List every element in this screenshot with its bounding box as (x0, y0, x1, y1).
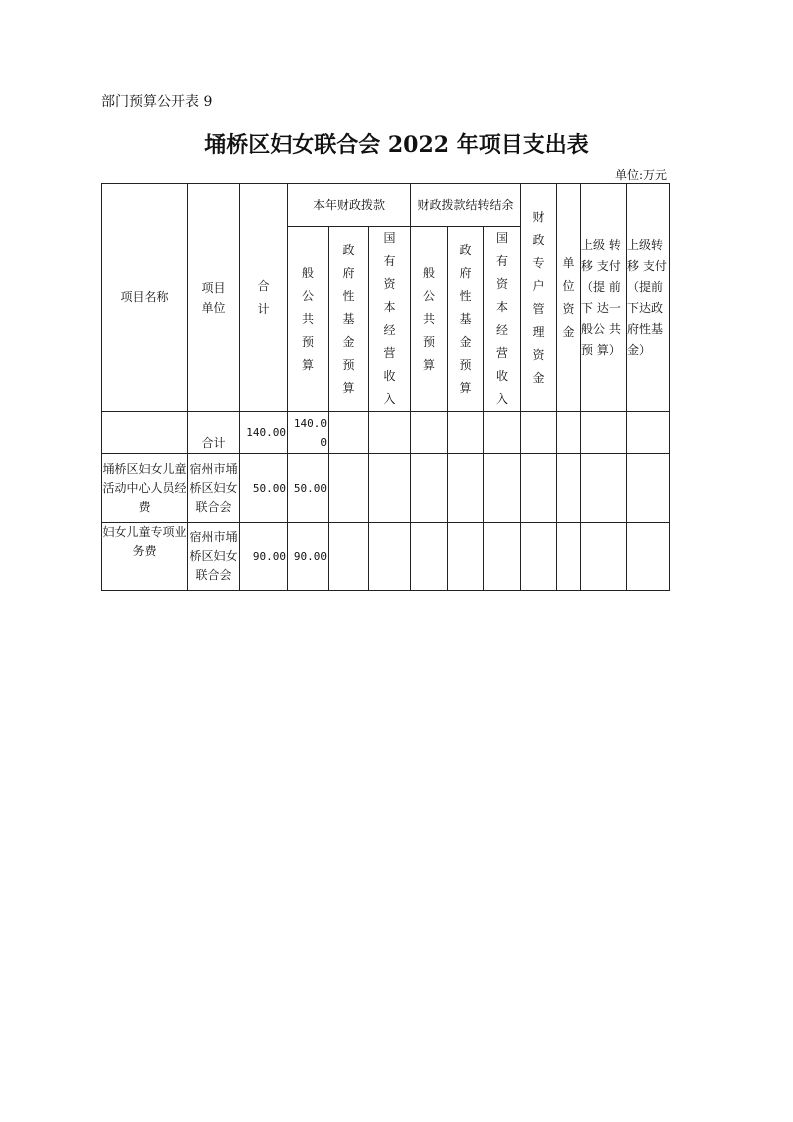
header-transfer-gov-fund: 上级转 移 支付 （提前 下达政 府性基 金） (627, 184, 670, 412)
header-transfer-general: 上级 转 移 支付 （提 前 下 达一 般公 共 预 算） (581, 184, 627, 412)
document-label: 部门预算公开表 9 (101, 94, 213, 110)
row-name (102, 412, 188, 454)
row-name: 埇桥区妇女儿童活动中心人员经费 (102, 454, 188, 523)
header-project-unit: 项目单位 (188, 184, 240, 412)
header-state-capital: 国有资本经营收入 (369, 227, 411, 412)
header-state-capital-2: 国有资本经营收入 (484, 227, 521, 412)
header-gov-fund-budget-2: 政府性基金预算 (448, 227, 484, 412)
table-row (102, 523, 670, 591)
unit-label: 单位:万元 (614, 168, 667, 182)
row-general-budget: 90.00 (288, 523, 329, 591)
row-general-budget: 50.00 (288, 454, 329, 523)
header-carryover-group: 财政拨款结转结余 (411, 184, 521, 227)
table-row (102, 454, 670, 523)
row-general-budget: 140.00 (288, 412, 329, 454)
page-title: 埇桥区妇女联合会 2022 年项目支出表 (204, 132, 589, 158)
header-gov-fund-budget: 政府性基金预算 (329, 227, 369, 412)
row-unit: 宿州市埇桥区妇女联合会 (188, 523, 240, 591)
row-name: 妇女儿童专项业务费 (102, 523, 188, 591)
header-current-year-group: 本年财政拨款 (288, 184, 411, 227)
header-total: 合计 (240, 184, 288, 412)
header-special-fund: 财政专户管理资金 (521, 184, 557, 412)
project-expenditure-table (101, 183, 670, 591)
row-total: 90.00 (240, 523, 288, 591)
row-unit: 合计 (188, 412, 240, 454)
header-unit-fund: 单位资金 (557, 184, 581, 412)
header-general-budget: 般公共预算 (288, 227, 329, 412)
row-total: 140.00 (240, 412, 288, 454)
table-row (102, 412, 670, 454)
header-general-budget-2: 般公共预算 (411, 227, 448, 412)
row-total: 50.00 (240, 454, 288, 523)
row-unit: 宿州市埇桥区妇女联合会 (188, 454, 240, 523)
header-project-name: 项目名称 (102, 184, 188, 412)
